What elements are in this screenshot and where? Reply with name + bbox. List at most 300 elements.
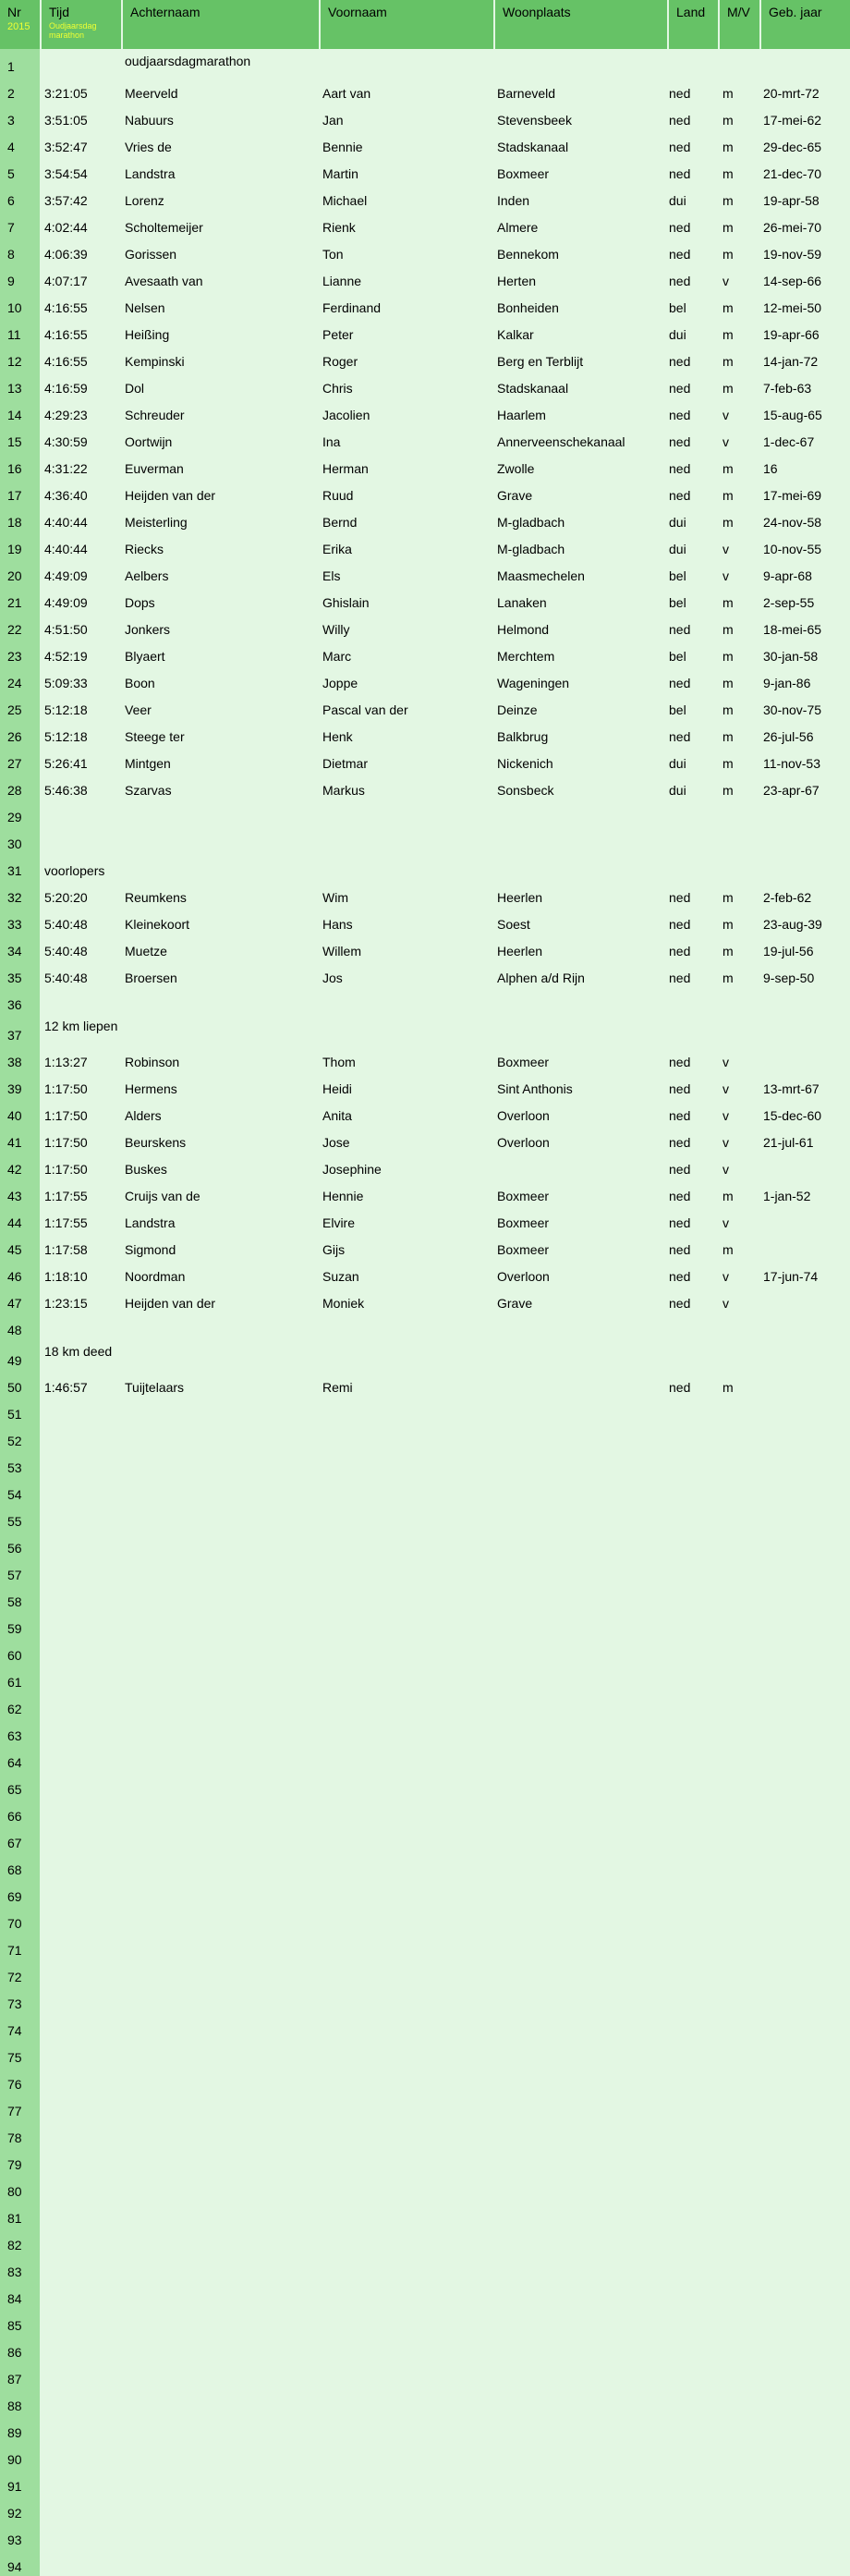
empty-cells (41, 1423, 850, 1450)
cell-mv: m (722, 676, 734, 690)
cell-nr: 20 (0, 558, 41, 585)
cell-nr: 21 (0, 585, 41, 612)
cell-mv: v (722, 542, 729, 556)
cell-nr: 71 (0, 1933, 41, 1959)
cell-voornaam: Joppe (322, 676, 358, 690)
cell-voornaam: Willy (322, 622, 350, 637)
cell-nr: 72 (0, 1959, 41, 1986)
cell-geb-jaar: 21-jul-61 (763, 1135, 814, 1150)
table-row (0, 719, 850, 746)
cell-mv: m (722, 193, 734, 208)
cell-mv: m (722, 702, 734, 717)
table-row (0, 237, 850, 263)
table-row (0, 1423, 850, 1450)
cell-land: ned (669, 488, 691, 503)
cell-geb-jaar: 24-nov-58 (763, 515, 822, 530)
cell-land: ned (669, 140, 691, 154)
cell-tijd (41, 800, 122, 826)
cell-achternaam: Reumkens (125, 890, 187, 905)
cell-mv: m (722, 300, 734, 315)
cell-land: ned (669, 1081, 691, 1096)
cell-land: ned (669, 622, 691, 637)
table-row (0, 2228, 850, 2254)
cell-woonplaats: Wageningen (497, 676, 570, 690)
cell-voornaam (320, 1312, 494, 1339)
cell-geb-jaar: 30-nov-75 (763, 702, 822, 717)
cell-nr: 90 (0, 2442, 41, 2469)
cell-nr: 48 (0, 1312, 41, 1339)
cell-land: dui (669, 515, 686, 530)
cell-geb-jaar: 19-apr-58 (763, 193, 820, 208)
cell-mv (719, 1312, 760, 1339)
cell-woonplaats: Boxmeer (497, 1215, 550, 1230)
cell-mv: m (722, 890, 734, 905)
cell-tijd: 5:40:48 (44, 917, 88, 932)
cell-achternaam (122, 800, 320, 826)
header-voornaam: Voornaam (320, 0, 494, 49)
cell-land: ned (669, 381, 691, 396)
cell-mv: m (722, 622, 734, 637)
cell-nr: 10 (0, 290, 41, 317)
table-row (0, 2147, 850, 2174)
cell-achternaam (122, 987, 320, 1014)
cell-nr: 1 (0, 49, 41, 76)
cell-nr: 92 (0, 2496, 41, 2522)
cell-nr: 16 (0, 451, 41, 478)
table-row (0, 1799, 850, 1825)
table-row (0, 2469, 850, 2496)
empty-cells (41, 2496, 850, 2522)
cell-geb-jaar: 13-mrt-67 (763, 1081, 820, 1096)
empty-cells (41, 1665, 850, 1691)
cell-nr: 55 (0, 1504, 41, 1531)
cell-mv: m (722, 944, 734, 958)
cell-nr: 67 (0, 1825, 41, 1852)
cell-nr: 75 (0, 2040, 41, 2067)
table-row (0, 2120, 850, 2147)
cell-achternaam: Szarvas (125, 783, 172, 798)
table-row (0, 2335, 850, 2362)
empty-cells (41, 1397, 850, 1423)
cell-voornaam: Erika (322, 542, 352, 556)
cell-woonplaats: Alphen a/d Rijn (497, 971, 585, 985)
cell-land: ned (669, 1162, 691, 1177)
table-row (0, 505, 850, 531)
empty-cells (41, 1504, 850, 1531)
empty-cells (41, 1531, 850, 1557)
empty-cells (41, 1691, 850, 1718)
empty-cells (41, 1799, 850, 1825)
cell-nr: 50 (0, 1370, 41, 1397)
cell-nr: 86 (0, 2335, 41, 2362)
header-achternaam: Achternaam (122, 0, 320, 49)
cell-nr: 77 (0, 2094, 41, 2120)
table-row (0, 1205, 850, 1232)
cell-tijd: 5:09:33 (44, 676, 88, 690)
cell-mv: m (722, 488, 734, 503)
empty-cells (41, 2067, 850, 2094)
cell-mv: m (722, 86, 734, 101)
cell-nr: 33 (0, 907, 41, 934)
cell-achternaam: Mintgen (125, 756, 171, 771)
cell-tijd: 5:40:48 (44, 944, 88, 958)
cell-mv: v (722, 1269, 729, 1284)
cell-nr: 25 (0, 692, 41, 719)
cell-tijd: 1:17:50 (44, 1135, 88, 1150)
cell-geb-jaar: 30-jan-58 (763, 649, 819, 664)
cell-land: ned (669, 944, 691, 958)
cell-nr: 13 (0, 371, 41, 397)
table-row (0, 2496, 850, 2522)
cell-achternaam: Riecks (125, 542, 164, 556)
cell-land: ned (669, 676, 691, 690)
cell-geb-jaar (760, 1152, 850, 1178)
cell-nr: 40 (0, 1098, 41, 1125)
cell-land: ned (669, 461, 691, 476)
table-row (0, 397, 850, 424)
cell-voornaam: Bernd (322, 515, 358, 530)
table-row (0, 826, 850, 853)
cell-tijd: 4:16:59 (44, 381, 88, 396)
cell-land: ned (669, 408, 691, 422)
cell-achternaam: Scholtemeijer (125, 220, 203, 235)
cell-geb-jaar (760, 987, 850, 1014)
cell-woonplaats: Boxmeer (497, 1055, 550, 1069)
cell-voornaam: Jacolien (322, 408, 370, 422)
cell-mv: v (722, 568, 729, 583)
cell-mv (719, 800, 760, 826)
cell-tijd: 1:18:10 (44, 1269, 88, 1284)
cell-geb-jaar (760, 1312, 850, 1339)
cell-land: ned (669, 971, 691, 985)
cell-nr: 24 (0, 665, 41, 692)
cell-nr: 93 (0, 2522, 41, 2549)
table-row (0, 183, 850, 210)
table-row (0, 1772, 850, 1799)
table-row (0, 1339, 850, 1370)
cell-achternaam: Dol (125, 381, 145, 396)
cell-nr: 42 (0, 1152, 41, 1178)
cell-tijd: 3:57:42 (44, 193, 88, 208)
cell-nr: 94 (0, 2549, 41, 2576)
table-row (0, 1557, 850, 1584)
table-row (0, 1477, 850, 1504)
cell-tijd: 3:54:54 (44, 166, 88, 181)
cell-nr: 4 (0, 129, 41, 156)
cell-nr: 5 (0, 156, 41, 183)
cell-land: dui (669, 327, 686, 342)
empty-cells (41, 2120, 850, 2147)
cell-land: dui (669, 542, 686, 556)
table-row (0, 1986, 850, 2013)
cell-tijd: 4:52:19 (44, 649, 88, 664)
cell-land (668, 826, 719, 853)
cell-nr: 54 (0, 1477, 41, 1504)
header-nr-label: Nr (7, 5, 21, 19)
header-nr (0, 0, 41, 49)
cell-nr: 51 (0, 1397, 41, 1423)
cell-voornaam: Els (322, 568, 341, 583)
cell-voornaam: Michael (322, 193, 368, 208)
table-row (0, 451, 850, 478)
cell-achternaam: Meerveld (125, 86, 178, 101)
cell-achternaam: Sigmond (125, 1242, 176, 1257)
cell-voornaam: Martin (322, 166, 358, 181)
header-tijd (41, 0, 122, 49)
cell-achternaam: Landstra (125, 1215, 176, 1230)
table-row (0, 1531, 850, 1557)
cell-voornaam: Suzan (322, 1269, 359, 1284)
cell-achternaam: Robinson (125, 1055, 180, 1069)
cell-land: ned (669, 274, 691, 288)
cell-achternaam: Muetze (125, 944, 167, 958)
table-row (0, 424, 850, 451)
cell-geb-jaar: 15-aug-65 (763, 408, 822, 422)
cell-nr: 7 (0, 210, 41, 237)
cell-geb-jaar: 2-feb-62 (763, 890, 812, 905)
cell-geb-jaar: 14-jan-72 (763, 354, 819, 369)
cell-achternaam: Vries de (125, 140, 172, 154)
table-row (0, 49, 850, 76)
cell-achternaam: Broersen (125, 971, 177, 985)
cell-voornaam: Jose (322, 1135, 350, 1150)
cell-achternaam: Lorenz (125, 193, 164, 208)
cell-woonplaats: Inden (497, 193, 530, 208)
cell-nr: 59 (0, 1611, 41, 1638)
empty-cells (41, 1933, 850, 1959)
empty-cells (41, 1477, 850, 1504)
table-row (0, 692, 850, 719)
cell-nr: 63 (0, 1718, 41, 1745)
cell-nr: 83 (0, 2254, 41, 2281)
cell-mv: v (722, 434, 729, 449)
empty-cells (41, 1879, 850, 1906)
cell-woonplaats: M-gladbach (497, 515, 565, 530)
cell-voornaam: Moniek (322, 1296, 365, 1311)
cell-geb-jaar (760, 1044, 850, 1071)
cell-geb-jaar: 16 (763, 461, 778, 476)
cell-nr: 61 (0, 1665, 41, 1691)
cell-voornaam: Dietmar (322, 756, 369, 771)
section-label: voorlopers (44, 863, 105, 878)
table-row (0, 2201, 850, 2228)
cell-nr: 26 (0, 719, 41, 746)
cell-nr: 30 (0, 826, 41, 853)
cell-nr: 38 (0, 1044, 41, 1071)
cell-land (668, 1312, 719, 1339)
cell-woonplaats: Lanaken (497, 595, 547, 610)
cell-woonplaats: Berg en Terblijt (497, 354, 584, 369)
cell-land: ned (669, 1215, 691, 1230)
cell-geb-jaar: 18-mei-65 (763, 622, 822, 637)
cell-nr: 44 (0, 1205, 41, 1232)
cell-mv: m (722, 1380, 734, 1395)
cell-nr: 27 (0, 746, 41, 773)
cell-geb-jaar: 2-sep-55 (763, 595, 815, 610)
cell-tijd: 4:51:50 (44, 622, 88, 637)
cell-land: ned (669, 1135, 691, 1150)
cell-woonplaats: Herten (497, 274, 537, 288)
cell-voornaam: Jos (322, 971, 343, 985)
cell-tijd: 5:20:20 (44, 890, 88, 905)
table-row (0, 558, 850, 585)
cell-geb-jaar (760, 1205, 850, 1232)
cell-nr: 36 (0, 987, 41, 1014)
table-row (0, 1014, 850, 1044)
empty-cells (41, 1959, 850, 1986)
cell-woonplaats: Barneveld (497, 86, 556, 101)
empty-cells (41, 1745, 850, 1772)
cell-nr: 12 (0, 344, 41, 371)
cell-achternaam: Nelsen (125, 300, 165, 315)
cell-voornaam: Markus (322, 783, 365, 798)
empty-cells (41, 2147, 850, 2174)
cell-nr: 65 (0, 1772, 41, 1799)
cell-achternaam: Dops (125, 595, 155, 610)
cell-nr: 66 (0, 1799, 41, 1825)
table-row (0, 478, 850, 505)
cell-voornaam: Bennie (322, 140, 363, 154)
cell-land: ned (669, 1189, 691, 1203)
empty-cells (41, 1906, 850, 1933)
cell-nr: 79 (0, 2147, 41, 2174)
cell-mv: m (722, 381, 734, 396)
cell-land: ned (669, 354, 691, 369)
cell-nr: 45 (0, 1232, 41, 1259)
table-row (0, 129, 850, 156)
cell-geb-jaar: 7-feb-63 (763, 381, 812, 396)
cell-woonplaats: Heerlen (497, 944, 543, 958)
cell-tijd: 1:46:57 (44, 1380, 88, 1395)
cell-achternaam: Boon (125, 676, 155, 690)
cell-geb-jaar: 1-jan-52 (763, 1189, 811, 1203)
cell-voornaam: Thom (322, 1055, 356, 1069)
cell-tijd: 3:51:05 (44, 113, 88, 128)
cell-land: dui (669, 783, 686, 798)
empty-cells (41, 2415, 850, 2442)
cell-mv: m (722, 595, 734, 610)
cell-woonplaats: Helmond (497, 622, 550, 637)
cell-nr: 49 (0, 1339, 41, 1370)
cell-mv: m (722, 354, 734, 369)
cell-achternaam (122, 1312, 320, 1339)
cell-voornaam: Chris (322, 381, 353, 396)
cell-nr: 74 (0, 2013, 41, 2040)
table-row (0, 2522, 850, 2549)
cell-mv: m (722, 515, 734, 530)
cell-geb-jaar: 26-jul-56 (763, 729, 814, 744)
empty-cells (41, 2388, 850, 2415)
cell-tijd: 4:49:09 (44, 595, 88, 610)
table-row (0, 2549, 850, 2576)
cell-geb-jaar: 17-mei-69 (763, 488, 822, 503)
cell-voornaam: Lianne (322, 274, 362, 288)
cell-mv (719, 826, 760, 853)
cell-nr: 28 (0, 773, 41, 800)
cell-nr: 89 (0, 2415, 41, 2442)
cell-achternaam: Veer (125, 702, 152, 717)
cell-tijd: 4:06:39 (44, 247, 88, 262)
empty-cells (41, 2335, 850, 2362)
cell-mv: v (722, 1135, 729, 1150)
cell-voornaam: Aart van (322, 86, 371, 101)
table-row (0, 2254, 850, 2281)
cell-achternaam: Blyaert (125, 649, 165, 664)
cell-nr: 34 (0, 934, 41, 960)
empty-cells (41, 1611, 850, 1638)
table-row (0, 1959, 850, 1986)
cell-land: bel (669, 300, 686, 315)
table-row (0, 665, 850, 692)
cell-nr: 57 (0, 1557, 41, 1584)
table-row (0, 1718, 850, 1745)
cell-land: dui (669, 193, 686, 208)
cell-woonplaats (494, 826, 668, 853)
cell-nr: 35 (0, 960, 41, 987)
cell-mv: m (722, 113, 734, 128)
cell-geb-jaar: 23-aug-39 (763, 917, 822, 932)
cell-tijd: 4:16:55 (44, 327, 88, 342)
cell-land: ned (669, 86, 691, 101)
cell-nr: 82 (0, 2228, 41, 2254)
table-row (0, 210, 850, 237)
cell-nr: 56 (0, 1531, 41, 1557)
header-year: 2015 (7, 21, 30, 32)
cell-nr: 58 (0, 1584, 41, 1611)
cell-woonplaats: M-gladbach (497, 542, 565, 556)
cell-achternaam: Beurskens (125, 1135, 187, 1150)
cell-tijd: 5:46:38 (44, 783, 88, 798)
cell-geb-jaar (760, 826, 850, 853)
cell-achternaam: Noordman (125, 1269, 186, 1284)
cell-nr: 19 (0, 531, 41, 558)
cell-achternaam: Heijden van der (125, 488, 216, 503)
cell-woonplaats: Grave (497, 488, 533, 503)
table-row (0, 853, 850, 880)
table-row (0, 1691, 850, 1718)
cell-mv: m (722, 220, 734, 235)
table-row (0, 1825, 850, 1852)
header-land: Land (668, 0, 719, 49)
cell-nr: 70 (0, 1906, 41, 1933)
cell-voornaam (320, 987, 494, 1014)
table-row (0, 263, 850, 290)
cell-geb-jaar: 19-nov-59 (763, 247, 822, 262)
table-row (0, 1584, 850, 1611)
table-row (0, 1611, 850, 1638)
cell-land: ned (669, 890, 691, 905)
cell-woonplaats: Boxmeer (497, 1189, 550, 1203)
cell-land: ned (669, 1380, 691, 1395)
cell-geb-jaar: 19-apr-66 (763, 327, 820, 342)
cell-mv: m (722, 166, 734, 181)
cell-nr: 91 (0, 2469, 41, 2496)
table-row (0, 1879, 850, 1906)
header-tijd-label: Tijd (49, 5, 70, 19)
cell-woonplaats: Sonsbeck (497, 783, 554, 798)
cell-voornaam: Herman (322, 461, 369, 476)
empty-cells (41, 1584, 850, 1611)
cell-nr: 32 (0, 880, 41, 907)
cell-woonplaats: Haarlem (497, 408, 546, 422)
table-row (0, 960, 850, 987)
cell-nr: 14 (0, 397, 41, 424)
cell-tijd: 4:40:44 (44, 515, 88, 530)
cell-mv: m (722, 917, 734, 932)
empty-cells (41, 2174, 850, 2201)
empty-cells (41, 2094, 850, 2120)
cell-achternaam: Heißing (125, 327, 170, 342)
